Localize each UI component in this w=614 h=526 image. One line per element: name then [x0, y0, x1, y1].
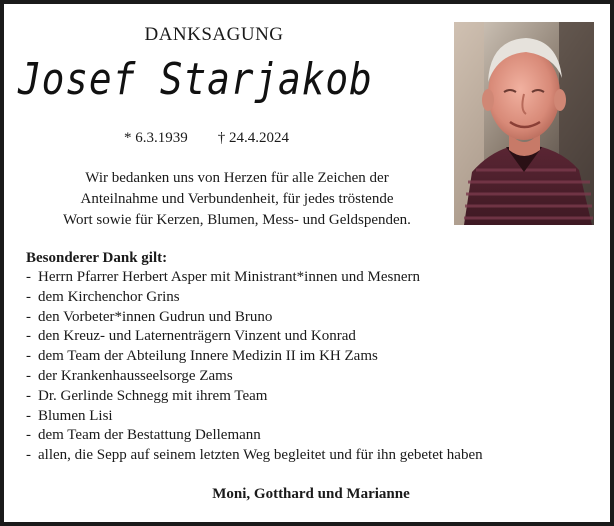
list-dash: -: [26, 367, 31, 384]
list-dash: -: [26, 348, 31, 365]
list-item: [26, 347, 606, 367]
list-item: [26, 367, 606, 387]
list-item: [26, 268, 606, 288]
list-item-text: den Kreuz- und Laternenträgern Vinzent und Konrad: [38, 328, 356, 345]
notice-heading: DANKSAGUNG: [144, 24, 284, 45]
life-dates: [124, 130, 289, 147]
list-item-text: Dr. Gerlinde Schnegg mit ihrem Team: [38, 387, 268, 404]
thanks-list: [26, 268, 606, 466]
birth-date: * 6.3.1939: [124, 130, 188, 146]
list-dash: -: [26, 427, 31, 444]
list-item: [26, 308, 606, 328]
special-thanks-title: Besonderer Dank gilt:: [26, 250, 168, 266]
intro-line: Wort sowie für Kerzen, Blumen, Mess- und Geldspenden.: [63, 212, 411, 228]
list-dash: -: [26, 308, 31, 325]
deceased-name: Josef Starjakob: [18, 54, 373, 105]
list-dash: -: [26, 447, 31, 464]
list-dash: -: [26, 288, 31, 305]
list-dash: -: [26, 387, 31, 404]
list-item-text: Blumen Lisi: [38, 407, 113, 424]
death-date: † 24.4.2024: [217, 130, 289, 146]
list-item-text: dem Team der Bestattung Dellemann: [38, 427, 261, 444]
special-thanks-section: [26, 248, 606, 466]
list-item: [26, 327, 606, 347]
signature: Moni, Gotthard und Marianne: [212, 486, 410, 502]
intro-text: [22, 168, 452, 231]
list-item-text: Herrn Pfarrer Herbert Asper mit Ministrant*innen und Mesnern: [38, 269, 420, 285]
list-item: [26, 288, 606, 308]
list-item-text: dem Team der Abteilung Innere Medizin II im KH Zams: [38, 348, 378, 365]
list-item-text: den Vorbeter*innen Gudrun und Bruno: [38, 308, 273, 325]
list-item-text: allen, die Sepp auf seinem letzten Weg begleitet und für ihn gebetet haben: [38, 447, 483, 464]
list-item: [26, 387, 606, 407]
portrait-image: [454, 22, 594, 225]
intro-line: Anteilnahme und Verbundenheit, für jedes tröstende: [80, 191, 394, 207]
list-dash: -: [26, 269, 31, 285]
list-dash: -: [26, 407, 31, 424]
list-item: [26, 446, 606, 466]
portrait-photo: [454, 22, 594, 225]
list-dash: -: [26, 328, 31, 345]
list-item: [26, 407, 606, 427]
intro-line: Wir bedanken uns von Herzen für alle Zeichen der: [85, 170, 389, 186]
list-item-text: dem Kirchenchor Grins: [38, 288, 180, 305]
list-item-text: der Krankenhausseelsorge Zams: [38, 367, 233, 384]
list-item: [26, 426, 606, 446]
